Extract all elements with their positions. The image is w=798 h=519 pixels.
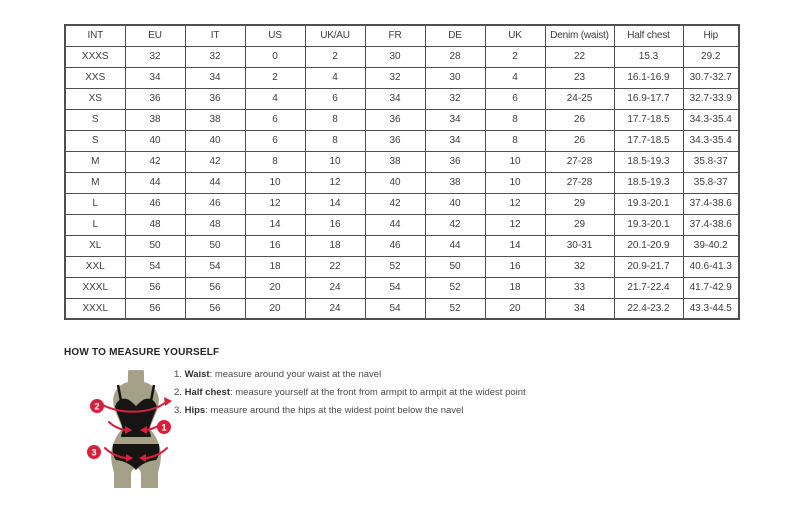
table-cell: 8: [305, 130, 365, 151]
badge-2-label: 2: [94, 401, 100, 412]
table-cell: 12: [245, 193, 305, 214]
table-cell: 18.5-19.3: [614, 151, 683, 172]
table-cell: 26: [545, 130, 614, 151]
table-cell: 52: [425, 277, 485, 298]
table-cell: 36: [365, 130, 425, 151]
table-cell: 2: [305, 46, 365, 67]
table-cell: 42: [365, 193, 425, 214]
table-cell: 14: [305, 193, 365, 214]
table-cell: 20: [245, 298, 305, 319]
table-cell: L: [65, 193, 125, 214]
measure-step-hips: [174, 404, 604, 417]
table-cell: 4: [485, 67, 545, 88]
column-header: Denim (waist): [545, 25, 614, 46]
table-cell: 44: [125, 172, 185, 193]
table-cell: 16.1-16.9: [614, 67, 683, 88]
measure-step-waist: [174, 368, 604, 381]
table-cell: 12: [485, 214, 545, 235]
table-cell: XXXS: [65, 46, 125, 67]
table-cell: 10: [305, 151, 365, 172]
measure-section-heading: HOW TO MEASURE YOURSELF: [64, 347, 220, 358]
table-cell: 46: [125, 193, 185, 214]
column-header: Hip: [683, 25, 739, 46]
table-cell: 44: [365, 214, 425, 235]
table-row: [65, 88, 739, 109]
table-cell: 28: [425, 46, 485, 67]
table-cell: 41.7-42.9: [683, 277, 739, 298]
column-header: DE: [425, 25, 485, 46]
table-row: [65, 151, 739, 172]
table-cell: 22: [305, 256, 365, 277]
measure-step-half-chest: [174, 386, 604, 399]
table-row: [65, 193, 739, 214]
table-cell: 8: [485, 109, 545, 130]
table-cell: 54: [365, 277, 425, 298]
table-cell: 20: [245, 277, 305, 298]
table-cell: 2: [245, 67, 305, 88]
table-cell: 42: [125, 151, 185, 172]
table-cell: 10: [485, 151, 545, 172]
step-text: : measure around the hips at the widest point below the navel: [205, 405, 464, 416]
step-term: Waist: [184, 369, 210, 380]
column-header: UK/AU: [305, 25, 365, 46]
table-cell: 40: [125, 130, 185, 151]
table-cell: 15.3: [614, 46, 683, 67]
table-cell: 48: [185, 214, 245, 235]
table-cell: 32: [425, 88, 485, 109]
table-cell: 4: [305, 67, 365, 88]
table-cell: 42: [425, 214, 485, 235]
table-cell: 29: [545, 193, 614, 214]
size-table: [64, 24, 740, 320]
table-cell: 34: [185, 67, 245, 88]
table-cell: 38: [185, 109, 245, 130]
table-cell: 27-28: [545, 172, 614, 193]
table-cell: 34.3-35.4: [683, 130, 739, 151]
table-cell: 30: [425, 67, 485, 88]
table-cell: 29.2: [683, 46, 739, 67]
table-cell: 35.8-37: [683, 172, 739, 193]
step-number: 3.: [174, 405, 182, 416]
table-cell: 12: [485, 193, 545, 214]
table-cell: 17.7-18.5: [614, 130, 683, 151]
step-text: : measure around your waist at the navel: [209, 369, 382, 380]
table-cell: 54: [365, 298, 425, 319]
table-cell: 19.3-20.1: [614, 193, 683, 214]
table-cell: 18: [305, 235, 365, 256]
table-cell: 52: [365, 256, 425, 277]
table-cell: 30: [365, 46, 425, 67]
table-cell: 10: [245, 172, 305, 193]
table-cell: 29: [545, 214, 614, 235]
column-header: EU: [125, 25, 185, 46]
table-cell: 32: [185, 46, 245, 67]
table-cell: 34.3-35.4: [683, 109, 739, 130]
table-cell: 54: [185, 256, 245, 277]
header-row: [65, 25, 739, 46]
table-cell: 39-40.2: [683, 235, 739, 256]
table-cell: 46: [185, 193, 245, 214]
table-cell: 6: [485, 88, 545, 109]
table-cell: 6: [245, 130, 305, 151]
table-cell: XL: [65, 235, 125, 256]
table-row: [65, 277, 739, 298]
table-cell: 32.7-33.9: [683, 88, 739, 109]
column-header: UK: [485, 25, 545, 46]
table-cell: 44: [185, 172, 245, 193]
table-cell: 36: [365, 109, 425, 130]
table-cell: 32: [365, 67, 425, 88]
step-term: Half chest: [184, 387, 230, 398]
table-cell: 6: [305, 88, 365, 109]
step-number: 1.: [174, 369, 182, 380]
table-cell: 38: [365, 151, 425, 172]
table-cell: 36: [185, 88, 245, 109]
table-cell: 43.3-44.5: [683, 298, 739, 319]
table-cell: 22: [545, 46, 614, 67]
table-cell: 26: [545, 109, 614, 130]
table-cell: 20.9-21.7: [614, 256, 683, 277]
column-header: Half chest: [614, 25, 683, 46]
table-cell: 27-28: [545, 151, 614, 172]
table-cell: 2: [485, 46, 545, 67]
table-cell: XXXL: [65, 298, 125, 319]
table-cell: 14: [485, 235, 545, 256]
table-cell: 40: [425, 193, 485, 214]
table-cell: 40: [365, 172, 425, 193]
table-row: [65, 130, 739, 151]
table-cell: 34: [545, 298, 614, 319]
table-cell: 34: [125, 67, 185, 88]
table-cell: 30.7-32.7: [683, 67, 739, 88]
column-header: US: [245, 25, 305, 46]
table-cell: 10: [485, 172, 545, 193]
table-cell: 20: [485, 298, 545, 319]
table-cell: 16: [305, 214, 365, 235]
table-row: [65, 172, 739, 193]
table-cell: 30-31: [545, 235, 614, 256]
table-cell: XXL: [65, 256, 125, 277]
table-cell: 38: [425, 172, 485, 193]
table-cell: 50: [125, 235, 185, 256]
table-cell: 56: [185, 277, 245, 298]
table-cell: 32: [545, 256, 614, 277]
table-cell: 50: [185, 235, 245, 256]
table-row: [65, 235, 739, 256]
table-cell: 17.7-18.5: [614, 109, 683, 130]
badge-1-label: 1: [161, 422, 167, 433]
table-cell: 56: [185, 298, 245, 319]
table-cell: M: [65, 151, 125, 172]
table-cell: 24: [305, 277, 365, 298]
table-cell: 20.1-20.9: [614, 235, 683, 256]
table-cell: 33: [545, 277, 614, 298]
table-cell: 37.4-38.6: [683, 193, 739, 214]
table-cell: 32: [125, 46, 185, 67]
table-cell: S: [65, 130, 125, 151]
table-cell: 37.4-38.6: [683, 214, 739, 235]
table-cell: 54: [125, 256, 185, 277]
column-header: INT: [65, 25, 125, 46]
table-row: [65, 109, 739, 130]
table-cell: 16: [485, 256, 545, 277]
size-table-body: [65, 46, 739, 319]
table-cell: 8: [305, 109, 365, 130]
table-cell: 34: [425, 130, 485, 151]
table-cell: 19.3-20.1: [614, 214, 683, 235]
table-row: [65, 46, 739, 67]
table-cell: 56: [125, 298, 185, 319]
chest-tape-arrow: [164, 397, 172, 406]
size-table-header: [65, 25, 739, 46]
table-cell: 36: [425, 151, 485, 172]
table-cell: 50: [425, 256, 485, 277]
table-cell: XS: [65, 88, 125, 109]
table-cell: 21.7-22.4: [614, 277, 683, 298]
table-cell: 18.5-19.3: [614, 172, 683, 193]
table-cell: 38: [125, 109, 185, 130]
measure-instructions: [174, 368, 604, 422]
table-cell: 23: [545, 67, 614, 88]
step-number: 2.: [174, 387, 182, 398]
step-text: : measure yourself at the front from armpit to armpit at the widest point: [229, 387, 526, 398]
badge-3-label: 3: [91, 447, 97, 458]
table-cell: S: [65, 109, 125, 130]
table-cell: 12: [305, 172, 365, 193]
step-term: Hips: [184, 405, 206, 416]
mannequin-neck: [128, 370, 144, 383]
table-cell: 18: [485, 277, 545, 298]
table-cell: 56: [125, 277, 185, 298]
table-cell: 24-25: [545, 88, 614, 109]
table-cell: 46: [365, 235, 425, 256]
table-cell: 52: [425, 298, 485, 319]
table-row: [65, 67, 739, 88]
table-cell: 44: [425, 235, 485, 256]
table-cell: 34: [365, 88, 425, 109]
column-header: IT: [185, 25, 245, 46]
table-cell: 40: [185, 130, 245, 151]
table-cell: 4: [245, 88, 305, 109]
table-cell: 0: [245, 46, 305, 67]
table-cell: 8: [245, 151, 305, 172]
table-cell: 6: [245, 109, 305, 130]
table-cell: 40.6-41.3: [683, 256, 739, 277]
table-cell: 22.4-23.2: [614, 298, 683, 319]
table-cell: 36: [125, 88, 185, 109]
table-cell: XXS: [65, 67, 125, 88]
table-row: [65, 214, 739, 235]
table-row: [65, 256, 739, 277]
table-cell: 14: [245, 214, 305, 235]
table-cell: 18: [245, 256, 305, 277]
table-cell: 42: [185, 151, 245, 172]
table-row: [65, 298, 739, 319]
table-cell: 48: [125, 214, 185, 235]
table-cell: M: [65, 172, 125, 193]
table-cell: XXXL: [65, 277, 125, 298]
table-cell: 8: [485, 130, 545, 151]
table-cell: 16.9-17.7: [614, 88, 683, 109]
table-cell: 24: [305, 298, 365, 319]
table-cell: 34: [425, 109, 485, 130]
table-cell: 35.8-37: [683, 151, 739, 172]
table-cell: L: [65, 214, 125, 235]
table-cell: 16: [245, 235, 305, 256]
column-header: FR: [365, 25, 425, 46]
